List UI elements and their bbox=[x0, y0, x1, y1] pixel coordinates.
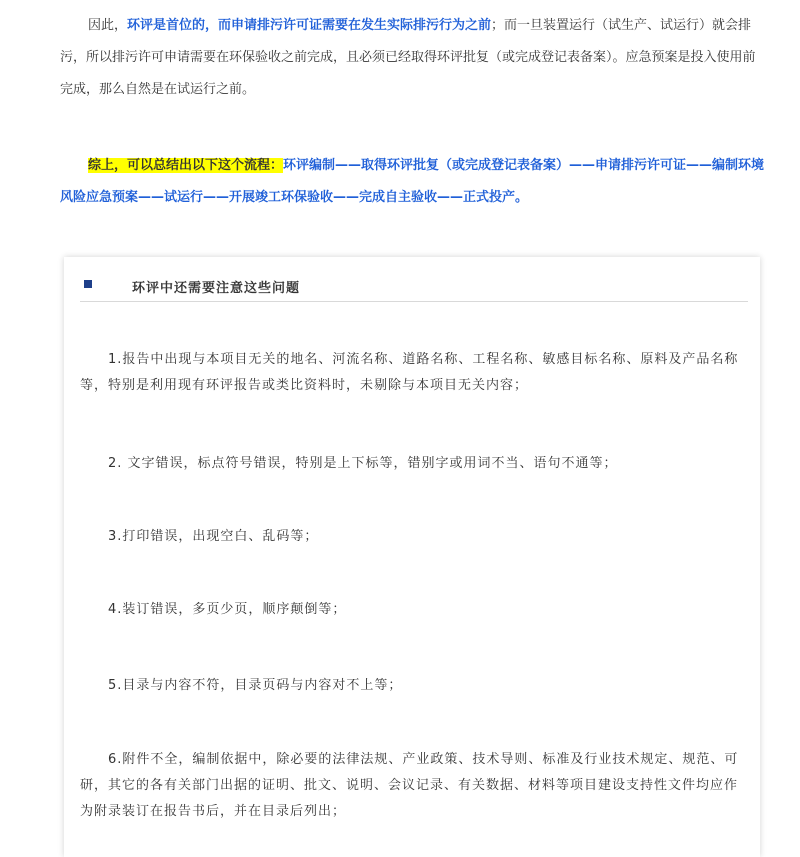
list-item bbox=[80, 597, 744, 623]
summary-flow-text: 环评编制——取得环评批复（或完成登记表备案）——申请排污许可证——编制环境风险应急预案——试运行——开展竣工环保验收——完成自主验收——正式投产。 bbox=[60, 158, 765, 205]
list-item bbox=[80, 524, 744, 550]
notes-card bbox=[64, 257, 760, 857]
list-item-text: 2. 文字错误，标点符号错误，特别是上下标等，错别字或用词不当、语句不通等； bbox=[108, 456, 618, 471]
intro-paragraph bbox=[60, 10, 768, 106]
list-item-text: 6.附件不全，编制依据中，除必要的法律法规、产业政策、技术导则、标准及行业技术规定、规范、可研，其它的各有关部门出据的证明、批文、说明、会议记录、有关数据、材料等项目建设支持性文件均应作为附录装订在报告书后，并在目录后列出； bbox=[80, 752, 739, 819]
intro-start-text: 因此， bbox=[88, 18, 128, 33]
list-item bbox=[80, 347, 744, 399]
intro-rest-text: ；而一旦装置运行（试生产、试运行）就会排污，所以排污许可申请需要在环保验收之前完成，且必须已经取得环评批复（或完成登记表备案）。应急预案是投入使用前完成，那么自然是在试运行之前。 bbox=[60, 18, 756, 97]
list-item-text: 3.打印错误，出现空白、乱码等； bbox=[108, 529, 319, 544]
card-title: 环评中还需要注意这些问题 bbox=[132, 281, 301, 296]
card-header bbox=[80, 273, 748, 302]
summary-highlight-text: 综上，可以总结出以下这个流程： bbox=[88, 158, 284, 173]
list-item bbox=[80, 451, 744, 477]
intro-emphasis-text: 环评是首位的，而申请排污许可证需要在发生实际排污行为之前 bbox=[127, 18, 492, 33]
list-item bbox=[80, 747, 744, 825]
summary-paragraph bbox=[60, 150, 768, 214]
list-item-text: 5.目录与内容不符，目录页码与内容对不上等； bbox=[108, 678, 403, 693]
square-bullet-icon bbox=[84, 280, 92, 288]
list-item-text: 1.报告中出现与本项目无关的地名、河流名称、道路名称、工程名称、敏感目标名称、原料及产品名称等，特别是利用现有环评报告或类比资料时，未剔除与本项目无关内容； bbox=[80, 352, 739, 393]
list-item bbox=[80, 673, 744, 699]
list-item-text: 4.装订错误，多页少页，顺序颠倒等； bbox=[108, 602, 347, 617]
